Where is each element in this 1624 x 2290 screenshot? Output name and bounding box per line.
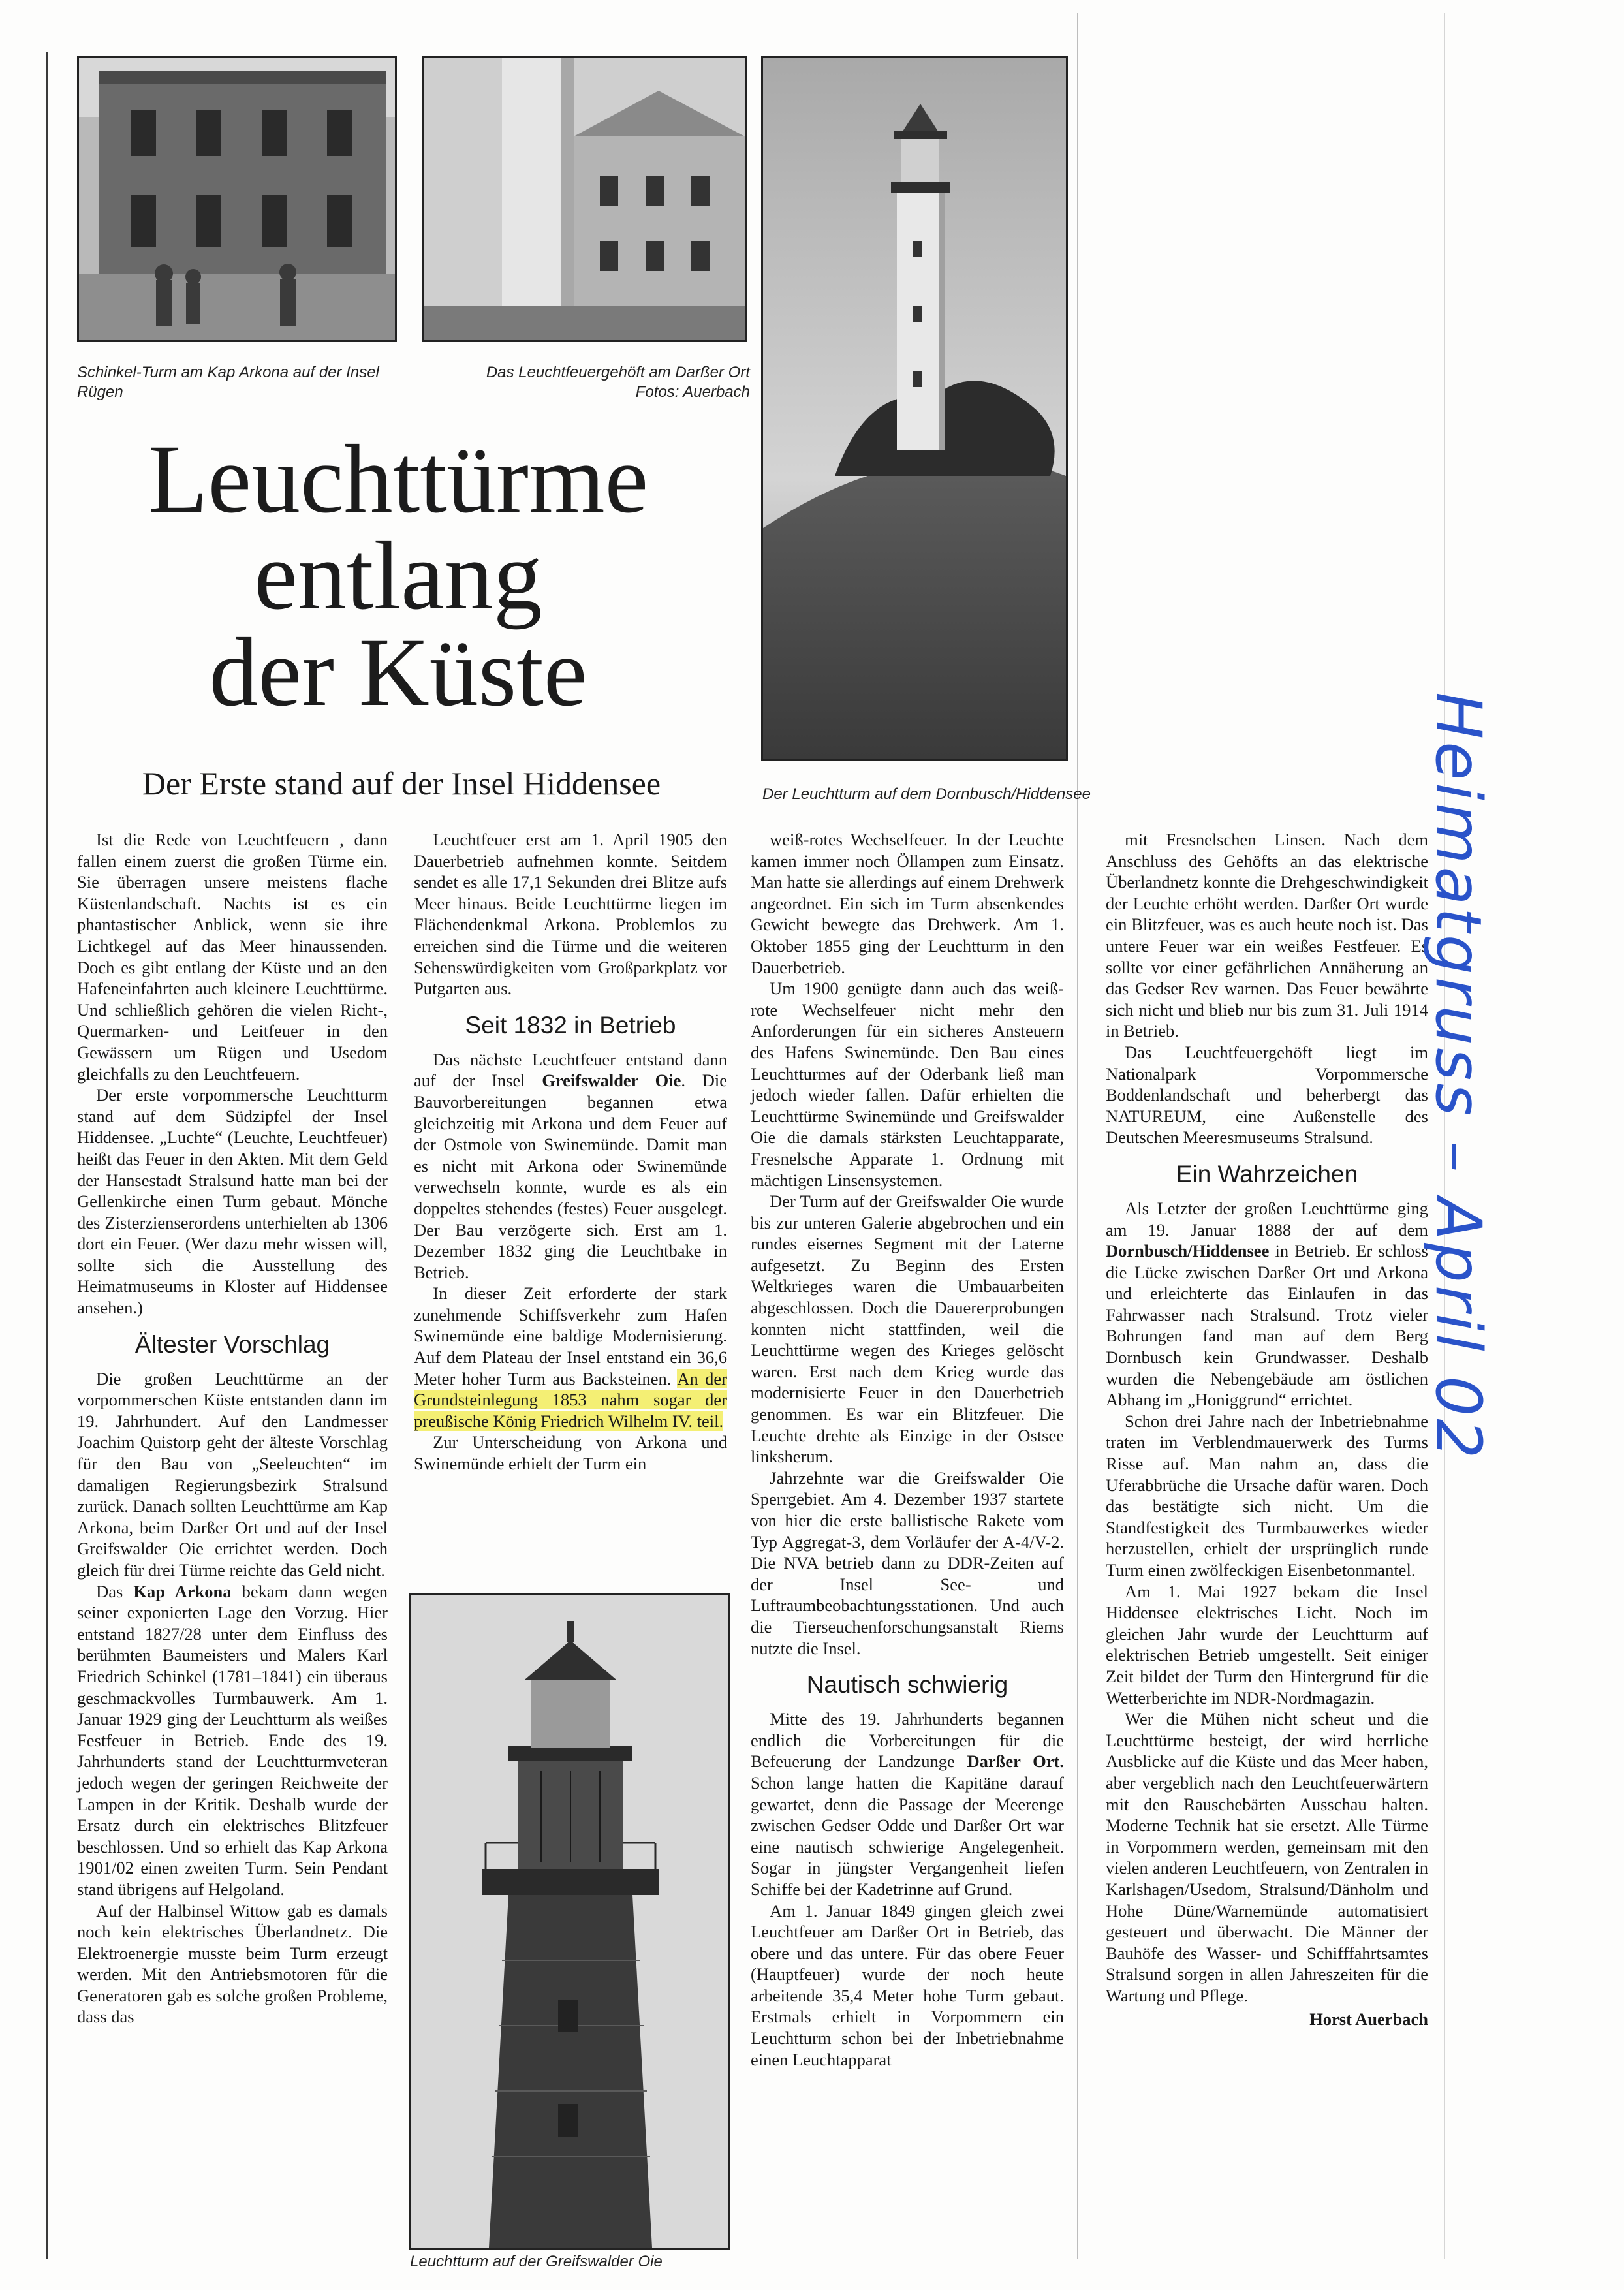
col4-paragraph-6: Wer die Mühen nicht scheut und die Leuchttürme besteigt, der wird herrliche Ausblicke auf die Küste und das Meer haben, aber vergeblich nach den Leuchtfeuerwärtern mit den Rauschebärten Ausschau halten. Moderne Technik hat sie ersetzt. Alle Türme in Vorpommern werden, gemeinsam mit den vielen anderen Leuchtfeuern, von Zentralen in Karlshagen/Usedom, Stralsund/Dänholm und Hohe Düne/Warnemünde automatisiert gesteuert und überwacht. Die Männer der Bauhöfe des Wasser- und Schifffahrtsamtes Stralsund sorgen in allen Jahreszeiten für die Wartung und Pflege. (1106, 1709, 1428, 2005)
col2-paragraph-3 (414, 1283, 727, 1432)
article-column-4 (1106, 829, 1428, 2030)
handwritten-margin-note: Heimatgruss – April 02 (1422, 692, 1495, 1462)
col1-heading-aeltester-vorschlag: Ältester Vorschlag (134, 1330, 330, 1358)
col1-p4-rest: bekam dann wegen seiner exponierten Lage den Vorzug. Hier entstand 1827/28 unter dem Einfluss des berühmten Baumeisters und Malers Karl Friedrich Schinkel (1781–1841) ein überaus geschmackvolles Turmbauwerk. Am 1. Januar 1929 ging der Leuchtturm als weißes Festfeuer in Betrieb. Ende des 19. Jahrhunderts stand der Leuchtturmveteran jedoch wegen der geringen Reichweite der Lampen in der Kritik. Deshalb wurde der Ersatz durch ein elektrisches Blitzfeuer beschlossen. Und so erhielt das Kap Arkona 1901/02 einen zweiten Turm. Sein Pendant stand übrigens auf Helgoland. (77, 1581, 388, 1899)
headline (72, 425, 725, 727)
col1-paragraph-4 (77, 1581, 388, 1900)
col4-paragraph-1: mit Fresnelschen Linsen. Nach dem Anschluss des Gehöfts an das elektrische Überlandnetz konnte die Drehgeschwindigkeit der Leuchte erhöht werden. Darßer Ort wurde ein Blitzfeuer, was es auch heute noch ist. Das untere Feuer war ein weißes Festfeuer. Es sollte vor einer gefährlichen Annäherung an das Gedser Rev warnen. Das Feuer bewährte sich nicht und blieb nur bis zum 31. Juli 1914 in Betrieb. (1106, 830, 1428, 1041)
headline-line-1: Leuchttürme (148, 425, 649, 533)
subheadline: Der Erste stand auf der Insel Hiddensee (142, 765, 661, 802)
col3-paragraph-1: weiß-rotes Wechselfeuer. In der Leuchte kamen immer noch Öllampen zum Einsatz. Man hatte sie allerdings auf einem Drehwerk angeordnet. Ein sich im Turm absenkendes Gewicht bewegte das Drehwerk. Am 1. Oktober 1855 ging der Leuchtturm in den Dauerbetrieb. (751, 830, 1064, 977)
col1-p4-bold: Kap Arkona (133, 1581, 232, 1601)
col2-p2-bold: Greifswalder Oie (542, 1071, 681, 1091)
caption-darsser-ort: Das Leuchtfeuergehöft am Darßer Ort (486, 364, 750, 381)
col2-p2-start: Das nächste Leuchtfeuer entstand dann auf der Insel (414, 1049, 727, 1091)
photo-dornbusch (761, 56, 1068, 761)
col1-paragraph-5: Auf der Halbinsel Wittow gab es damals noch kein elektrisches Überlandnetz. Die Elektroenergie musste beim Turm erzeugt werden. Mit den Antriebsmotoren für die Generatoren gab es solche großen Probleme, dass das (77, 1900, 388, 2027)
caption-dornbusch: Der Leuchtturm auf dem Dornbusch/Hiddensee (762, 785, 1091, 803)
col2-paragraph-2 (414, 1049, 727, 1283)
left-edge-rule (46, 52, 48, 2259)
col2-p3-start: In dieser Zeit erforderte der stark zunehmende Schiffsverkehr zum Hafen Swinemünde eine baldige Modernisierung. Auf dem Plateau der Insel entstand ein 36,6 Meter hoher Turm aus Backsteinen. (414, 1283, 727, 1388)
col3-paragraph-4: Jahrzehnte war die Greifswalder Oie Sperrgebiet. Am 4. Dezember 1937 startete von hier die erste ballistische Rakete vom Typ Aggregat-3, dem Vorläufer der A-4/V-2. Die NVA betrieb dann zu DDR-Zeiten auf der Insel See- und Luftraumbeobachtungsstationen. Und auch die Tierseuchenforschungsanstalt Riems nutzte die Insel. (751, 1467, 1064, 1658)
col3-paragraph-3: Der Turm auf der Greifswalder Oie wurde bis zur unteren Galerie abgebrochen und ein rundes eisernes Segment mit der Laterne aufgesetzt. Zu Beginn des Ersten Weltkrieges waren die Umbauarbeiten abgeschlossen. Doch die Dauererprobungen konnten nicht stattfinden, weil die Leuchttürme wegen des Krieges gelöscht waren. Erst nach dem Krieg wurde das modernisierte Feuer in den Dauerbetrieb genommen. Es war ein Blitzfeuer. Die Leuchte drehte als Einzige in der Ostsee linksherum. (751, 1191, 1064, 1467)
caption-greifswalder-oie: Leuchtturm auf der Greifswalder Oie (410, 2253, 663, 2270)
col2-paragraph-1: Leuchtfeuer erst am 1. April 1905 den Dauerbetrieb aufnehmen konnte. Seitdem sendet es alle 17,1 Sekunden drei Blitze aufs Meer hinaus. Beide Leuchttürme liegen im Flächendenkmal Arkona. Problemlos zu erreichen sind die Türme und die weiteren Sehenswürdigkeiten vom Großparkplatz vor Putgarten aus. (414, 830, 727, 999)
col1-paragraph-2: Der erste vorpommersche Leuchtturm stand auf dem Südzipfel der Insel Hiddensee. „Luchte“ (Leuchte, Leuchtfeuer) heißt das Feuer in den Akten. Mit dem Geld der Hansestadt Stralsund hatte man bei der Gellenkirche einen Turm gebaut. Mönche des Zisterzienserordens unterhielten ab 1306 dort ein Feuer. (Wer dazu mehr wissen will, sollte sich die Ausstellung des Heimatmuseums in Kloster auf Hiddensee ansehen.) (77, 1085, 388, 1318)
col4-paragraph-4: Schon drei Jahre nach der Inbetriebnahme traten im Verblendmauerwerk des Turms Risse auf. Man nahm an, dass die Uferabbrüche die Ursache dafür waren. Doch das bestätigte sich nicht. Um die Standfestigkeit des Turmbauwerkes wieder herzustellen, erhielt der ursprünglich runde Turm einen zwölfeckigen Eisenbetonmantel. (1106, 1411, 1428, 1580)
col3-heading-nautisch-schwierig: Nautisch schwierig (806, 1671, 1008, 1699)
col2-p3-highlight: An der Grundsteinlegung 1853 nahm sogar der preußische König Friedrich Wilhelm IV. teil. (414, 1368, 728, 1431)
col3-p5-bold: Darßer Ort. (967, 1751, 1064, 1772)
caption-kap-arkona: Schinkel-Turm am Kap Arkona auf der Insel Rügen (77, 364, 379, 401)
col3-p5-rest: Schon lange hatten die Kapitäne darauf gewartet, denn die Passage der Meerenge zwischen Gedser Odde und Darßer Ort war eine nautisch schwierige Angelegenheit. Sogar in jüngster Vergangenheit liefen Schiffe bei der Kadetrinne auf Grund. (751, 1772, 1064, 1899)
col3-paragraph-5 (751, 1708, 1064, 1900)
col4-paragraph-5: Am 1. Mai 1927 bekam die Insel Hiddensee elektrisches Licht. Noch im gleichen Jahr wurde der Leuchtturm auf elektrischen Betrieb umgestellt. Seit einiger Zeit bildet der Turm den Hintergrund für die Wetterberichte im NDR-Nordmagazin. (1106, 1581, 1428, 1708)
col1-paragraph-3: Die großen Leuchttürme an der vorpommerschen Küste entstanden dann im 19. Jahrhundert. Auf den Landmesser Joachim Quistorp geht der älteste Vorschlag für den Bau von „Seeleuchten“ im damaligen Regierungsbezirk Stralsund zurück. Danach sollten Leuchttürme am Kap Arkona, beim Darßer Ort und auf der Insel Greifswalder Oie errichtet werden. Doch gleich für drei Türme reichte das Geld nicht. (77, 1368, 388, 1580)
col4-heading-ein-wahrzeichen: Ein Wahrzeichen (1176, 1160, 1358, 1187)
photo-greifswalder-oie (409, 1593, 730, 2250)
photo-credit: Fotos: Auerbach (635, 383, 750, 401)
col4-p3-start: Als Letzter der großen Leuchttürme ging am 19. Januar 1888 der auf dem (1106, 1198, 1428, 1240)
col3-paragraph-2: Um 1900 genügte dann auch das weiß-rote Wechselfeuer nicht mehr den Anforderungen für ein sicheres Ansteuern des Hafens Swinemünde. Den Bau eines Leuchtturmes auf der Oderbank ließ man jedoch wieder fallen. Dafür erhielten die Leuchttürme Swinemünde und Greifswalder Oie die damals stärksten Leuchtapparate, Fresnelsche Apparate 1. Ordnung mit mächtigen Linsensystemen. (751, 979, 1064, 1190)
col4-p3-rest: in Betrieb. Er schloss die Lücke zwischen Darßer Ort und Arkona und erleichterte das Einlaufen in das Fahrwasser nach Stralsund. Trotz vieler Bohrungen fand man auf dem Berg Dornbusch kein Grundwasser. Deshalb wurden die Nebengebäude am östlichen Abhang im „Honiggrund“ errichtet. (1106, 1241, 1428, 1410)
article-column-2 (414, 829, 727, 1475)
col2-p2-rest: . Die Bauvorbereitungen begannen etwa gleichzeitig mit Arkona und dem Feuer auf der Ostmole von Swinemünde. Damit man es nicht mit Arkona oder Swinemünde verwechseln konnte, wurde es als ein doppeltes stehendes (festes) Feuer ausgelegt. Der Bau verzögerte sich. Erst am 1. Dezember 1832 ging die Leuchtbake in Betrieb. (414, 1071, 727, 1282)
col4-paragraph-2: Das Leuchtfeuergehöft liegt im Nationalpark Vorpommersche Boddenlandschaft und beherbergt das NATUREUM, eine Außenstelle des Deutschen Meeresmuseums Stralsund. (1106, 1042, 1428, 1148)
col4-p3-bold: Dornbusch/Hiddensee (1106, 1241, 1270, 1261)
photo-kap-arkona (77, 56, 397, 342)
headline-line-2: entlang (254, 522, 542, 630)
author-byline: Horst Auerbach (1309, 2009, 1428, 2030)
col3-p5-start: Mitte des 19. Jahrhunderts begannen endlich die Vorbereitungen für die Befeuerung der Landzunge (751, 1709, 1064, 1772)
photo-darsser-ort (422, 56, 747, 342)
col2-paragraph-4: Zur Unterscheidung von Arkona und Swinemünde erhielt der Turm ein (414, 1432, 727, 1474)
col2-heading-seit-1832: Seit 1832 in Betrieb (465, 1011, 676, 1039)
headline-line-3: der Küste (209, 618, 587, 727)
col3-paragraph-6: Am 1. Januar 1849 gingen gleich zwei Leuchtfeuer am Darßer Ort in Betrieb, das obere und das untere. Für das obere Feuer (Hauptfeuer) wurde der noch heute arbeitende 35,4 Meter hohe Turm gebaut. Erstmals erhielt in Vorpommern ein Leuchtturm schon bei der Inbetriebnahme einen Leuchtapparat (751, 1900, 1064, 2069)
article-column-1 (77, 829, 388, 2028)
col1-p4-start: Das (96, 1581, 134, 1601)
col4-paragraph-3 (1106, 1198, 1428, 1411)
col1-paragraph-1: Ist die Rede von Leuchtfeuern , dann fallen einem zuerst die großen Türme ein. Sie überragen unsere meistens flache Küstenlandschaft. Nachts ist es ein phantastischer Anblick, wenn sie ihre Lichtkegel auf das Meer hinaussenden. Doch es gibt entlang der Küste und an den Hafeneinfahrten auch kleinere Leuchttürme. Und schließlich gehören die vielen Richt-, Quermarken- und Leitfeuer in den Gewässern um Rügen und Usedom gleichfalls zu den Leuchtfeuern. (77, 830, 388, 1084)
article-column-3 (751, 829, 1064, 2070)
